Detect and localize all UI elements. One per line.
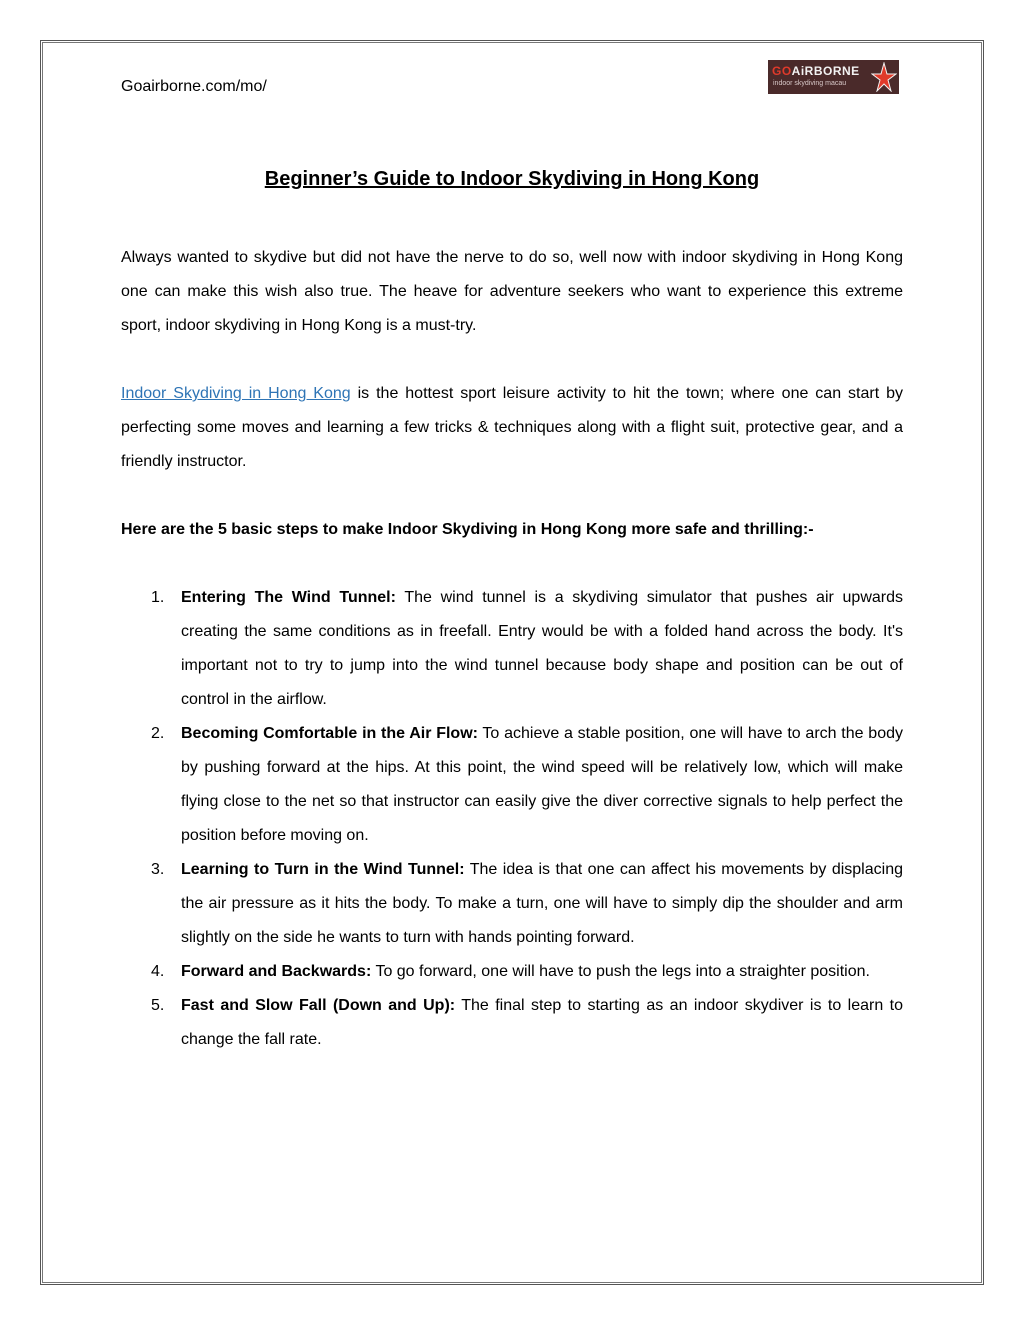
indoor-skydiving-link[interactable]: Indoor Skydiving in Hong Kong [121,385,351,402]
step-text: To achieve a stable position, one will have to arch the body by pushing forward at the hips. At this point, the wind speed will be relatively low, which will make flying close to the net so that instructor can easily give the diver corrective signals to help perfect the position before moving on. [181,725,903,844]
paragraph-activity [121,377,903,479]
star-icon [871,62,897,92]
list-item [121,989,903,1057]
step-label: Learning to Turn in the Wind Tunnel: [181,861,465,878]
logo-wordmark: GOAiRBORNE [772,64,860,78]
step-label: Entering The Wind Tunnel: [181,589,396,606]
list-item [121,581,903,717]
steps-heading: Here are the 5 basic steps to make Indoor Skydiving in Hong Kong more safe and thrilling:- [121,521,814,538]
steps-list [121,581,903,1057]
step-number: 4. [151,963,165,980]
step-label: Forward and Backwards: [181,963,372,980]
list-item [121,853,903,955]
goairborne-logo[interactable] [768,60,899,94]
document-title: Beginner’s Guide to Indoor Skydiving in Hong Kong [264,168,760,190]
step-number: 2. [151,725,165,742]
step-number: 3. [151,861,165,878]
step-text: The idea is that one can affect his movements by displacing the air pressure as it hits the body. To make a turn, one will have to simply dip the shoulder and arm slightly on the side he wants to turn with hands pointing forward. [181,861,903,946]
step-text: The wind tunnel is a skydiving simulator that pushes air upwards creating the same conditions as in freefall. Entry would be with a folded hand across the body. It's important not to try to jump into the wind tunnel because body shape and position can be out of control in the airflow. [181,589,903,708]
list-item [121,955,903,989]
step-label: Fast and Slow Fall (Down and Up): [181,997,456,1014]
step-number: 1. [151,589,165,606]
list-item [121,717,903,853]
paragraph-activity-text: is the hottest sport leisure activity to hit the town; where one can start by perfecting some moves and learning a few tricks & techniques along with a flight suit, protective gear, and a friendly instructor. [121,385,903,470]
document-body [121,241,903,1057]
site-url[interactable]: Goairborne.com/mo/ [121,78,267,95]
step-number: 5. [151,997,165,1014]
paragraph-intro: Always wanted to skydive but did not have the nerve to do so, well now with indoor skydiving in Hong Kong one can make this wish also true. The heave for adventure seekers who want to experience this extreme sport, indoor skydiving in Hong Kong is a must-try. [121,249,903,334]
step-text: To go forward, one will have to push the legs into a straighter position. [371,963,870,980]
logo-tagline: indoor skydiving macau [773,80,847,87]
step-label: Becoming Comfortable in the Air Flow: [181,725,478,742]
step-text: The final step to starting as an indoor skydiver is to learn to change the fall rate. [181,997,904,1048]
